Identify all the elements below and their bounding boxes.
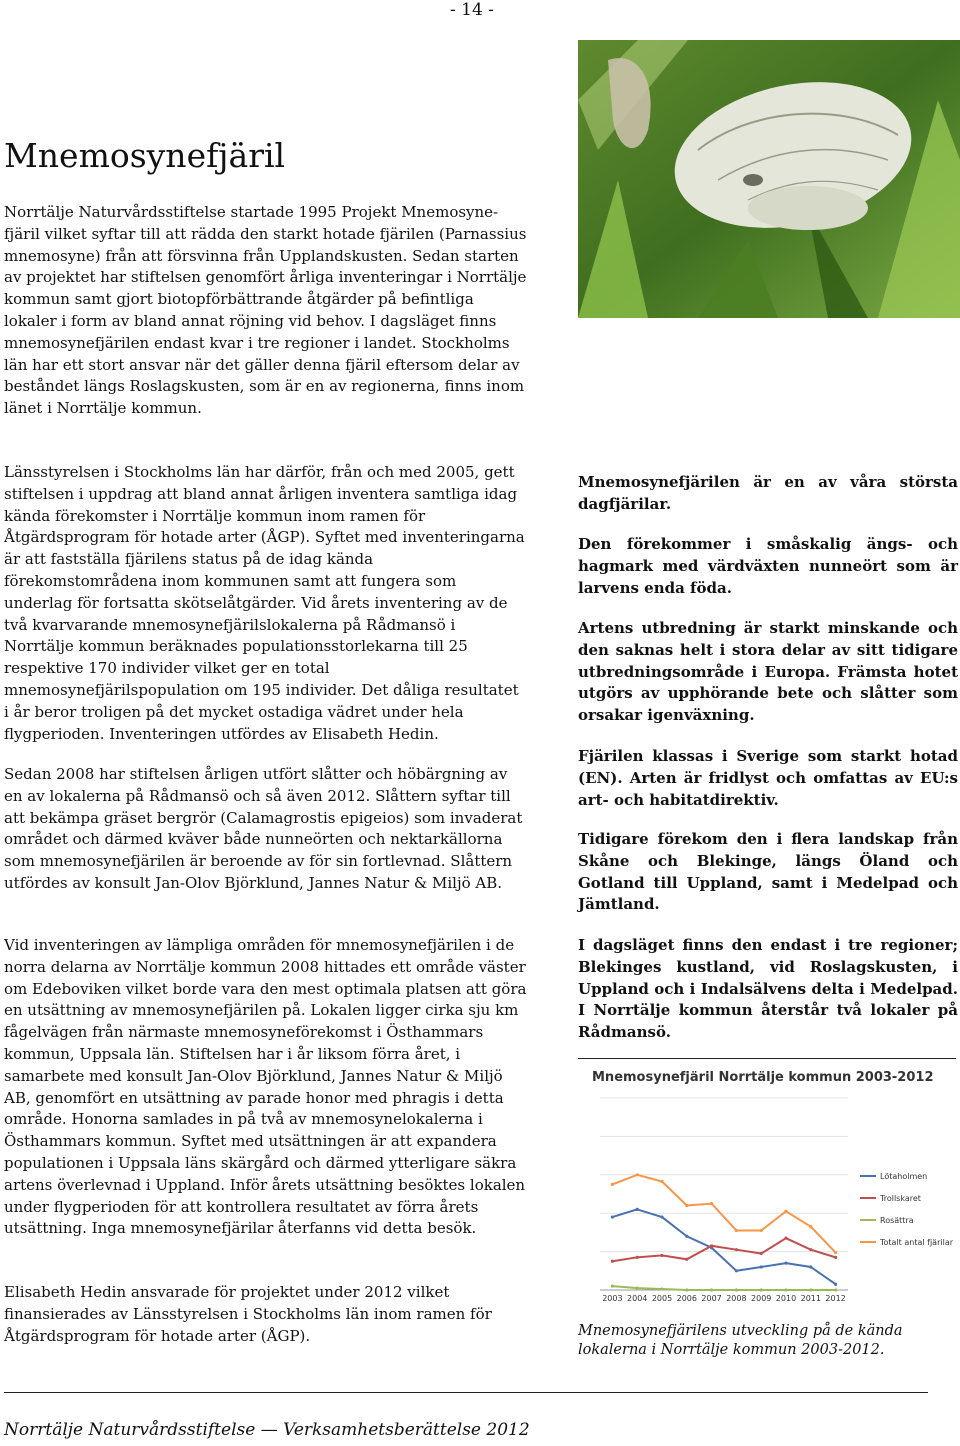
population-chart bbox=[578, 1068, 958, 1318]
chart-point bbox=[685, 1235, 688, 1238]
chart-point bbox=[784, 1262, 787, 1265]
chart-point bbox=[809, 1225, 812, 1228]
chart-point bbox=[784, 1288, 787, 1291]
body-paragraph-1: Norrtälje Naturvårdsstiftelse startade 1995 Projekt Mnemosyne-fjäril vilket syftar till att rädda den starkt hotade fjärilen (Parnassius mnemosyne) från att försvinna från Upplandskusten. Sedan starten av projektet har stiftelsen genomfört årliga inventeringar i Norrtälje kommun samt gjort biotopförbättrande åtgärder på befintliga lokaler i form av bland annat röjning vid behov. I dagsläget finns mnemosynefjärilen endast kvar i tre regioner i landet. Stockholms län har ett stort ansvar när det gäller denna fjäril eftersom delar av beståndet längs Roslagskusten, som är en av regionerna, finns inom länet i Norrtälje kommun. bbox=[4, 203, 527, 418]
chart-point bbox=[636, 1208, 639, 1211]
chart-point bbox=[784, 1237, 787, 1240]
chart-x-tick-label: 2012 bbox=[825, 1294, 846, 1303]
chart-point bbox=[710, 1288, 713, 1291]
body-paragraph-3: Sedan 2008 har stiftelsen årligen utfört slåtter och höbärgning av en av lokalerna på Rådmansö och så även 2012. Slåttern syftar till att bekämpa gräset bergrör (Calamagrostis epigeios) som invaderat området och därmed kväver både nunneörten och nektarkällorna som mnemosynefjärilen är beroende av för sin fortlevnad. Slåttern utfördes av konsult Jan-Olov Björklund, Jannes Natur & Miljö AB. bbox=[4, 765, 523, 892]
chart-point bbox=[660, 1254, 663, 1257]
chart-x-tick-label: 2008 bbox=[726, 1294, 747, 1303]
sidebar-fact-4 bbox=[578, 746, 958, 811]
chart-point bbox=[834, 1251, 837, 1254]
legend-label-0: Lötaholmen bbox=[880, 1172, 928, 1181]
chart-point bbox=[760, 1288, 763, 1291]
legend-label-1: Trollskaret bbox=[880, 1194, 921, 1203]
chart-point bbox=[611, 1183, 614, 1186]
chart-x-tick-label: 2006 bbox=[676, 1294, 697, 1303]
chart-point bbox=[760, 1265, 763, 1268]
chart-point bbox=[809, 1248, 812, 1251]
sidebar-divider bbox=[578, 1058, 956, 1059]
chart-point bbox=[636, 1286, 639, 1289]
body-paragraph-4: Vid inventeringen av lämpliga områden för mnemosynefjärilen i de norra delarna av Norrtälje kommun 2008 hittades ett område väster om Edeboviken vilket borde vara den mest optimala platsen att göra en utsättning av mnemosynefjärilen på. Lokalen ligger cirka sju km fågelvägen från närmaste mnemosyneförekomst i Östhammars kommun, Uppsala län. Stiftelsen har i år liksom förra året, i samarbete med konsult Jan-Olov Björklund, Jannes Natur & Miljö AB, genomfört en utsättning av parade honor med phragis i detta område. Honorna samlades in på två av mnemosynelokalerna i Östhammars kommun. Syftet med utsättningen är att expandera populationen i Uppsala läns skärgård och därmed ytterligare säkra artens överlevnad i Uppland. Inför årets utsättning besöktes lokalen under flygperioden för att kontrollera resultatet av förra årets utsättning. Inga mnemosynefjärilar återfanns vid detta besök. bbox=[4, 936, 527, 1238]
chart-point bbox=[710, 1244, 713, 1247]
sidebar-fact-1 bbox=[578, 472, 958, 516]
population-chart-svg bbox=[578, 1068, 958, 1318]
chart-point bbox=[660, 1215, 663, 1218]
chart-point bbox=[735, 1229, 738, 1232]
butterfly-photo bbox=[578, 40, 960, 318]
chart-x-tick-label: 2007 bbox=[701, 1294, 722, 1303]
legend-label-3: Totalt antal fjärilar bbox=[880, 1238, 954, 1247]
chart-point bbox=[809, 1265, 812, 1268]
chart-x-tick-label: 2004 bbox=[627, 1294, 648, 1303]
chart-title: Mnemosynefjäril Norrtälje kommun 2003-2012 bbox=[592, 1070, 934, 1085]
chart-point bbox=[760, 1229, 763, 1232]
page-title: Mnemosynefjäril bbox=[4, 136, 286, 175]
chart-point bbox=[809, 1288, 812, 1291]
chart-x-tick-label: 2009 bbox=[751, 1294, 772, 1303]
chart-point bbox=[685, 1204, 688, 1207]
chart-point bbox=[685, 1288, 688, 1291]
sidebar-fact-5 bbox=[578, 829, 958, 916]
chart-x-tick-label: 2011 bbox=[800, 1294, 821, 1303]
sidebar-fact-2 bbox=[578, 534, 958, 599]
chart-point bbox=[784, 1210, 787, 1213]
chart-point bbox=[834, 1256, 837, 1259]
chart-point bbox=[636, 1256, 639, 1259]
chart-point bbox=[660, 1287, 663, 1290]
footer-divider bbox=[4, 1392, 928, 1393]
chart-point bbox=[735, 1269, 738, 1272]
footer: Norrtälje Naturvårdsstiftelse — Verksamhetsberättelse 2012 bbox=[4, 1420, 530, 1440]
chart-point bbox=[760, 1252, 763, 1255]
sidebar-fact-1-text: Mnemosynefjärilen är en av våra största dagfjärilar. bbox=[578, 473, 958, 513]
chart-point bbox=[636, 1173, 639, 1176]
chart-point bbox=[834, 1283, 837, 1286]
chart-caption: Mnemosynefjärilens utveckling på de kända lokalerna i Norrtälje kommun 2003-2012. bbox=[578, 1323, 903, 1358]
chart-point bbox=[735, 1248, 738, 1251]
sidebar-fact-2-text: Den förekommer i småskalig ängs- och hagmark med värdväxten nunneört som är larvens enda föda. bbox=[578, 535, 958, 597]
chart-x-tick-label: 2005 bbox=[651, 1294, 673, 1303]
butterfly-photo-icon bbox=[578, 40, 960, 318]
chart-point bbox=[660, 1180, 663, 1183]
sidebar-fact-6 bbox=[578, 935, 958, 1044]
chart-point bbox=[611, 1285, 614, 1288]
chart-point bbox=[611, 1215, 614, 1218]
sidebar-fact-4-text: Fjärilen klassas i Sverige som starkt hotad (EN). Arten är fridlyst och omfattas av EU:s art- och habitatdirektiv. bbox=[578, 747, 958, 809]
chart-x-tick-label: 2003 bbox=[602, 1294, 623, 1303]
chart-point bbox=[735, 1288, 738, 1291]
sidebar-fact-3-text: Artens utbredning är starkt minskande och den saknas helt i stora delar av sitt tidigare utbredningsområde i Europa. Främsta hotet utgörs av upphörande bete och slåtter som orsakar igenväxning. bbox=[578, 619, 958, 725]
chart-point bbox=[834, 1288, 837, 1291]
legend-label-2: Rosättra bbox=[880, 1216, 914, 1225]
chart-point bbox=[685, 1258, 688, 1261]
body-paragraph-2: Länsstyrelsen i Stockholms län har därför, från och med 2005, gett stiftelsen i uppdrag att bland annat årligen inventera samtliga idag kända förekomster i Norrtälje kommun inom ramen för Åtgärdsprogram för hotade arter (ÅGP). Syftet med inventeringarna är att fastställa fjärilens status på de idag kända förekomstområdena inom kommunen samt att fungera som underlag för fortsatta skötselåtgärder. Vid årets inventering av de två kvarvarande mnemosynefjärilslokalerna på Rådmansö i Norrtälje kommun beräknades populationsstorlekarna till 25 respektive 170 individer vilket ger en total mnemosynefjärilspopulation om 195 individer. Det dåliga resultatet i år beror troligen på det mycket ostadiga vädret under hela flygperioden. Inventeringen utfördes av Elisabeth Hedin. bbox=[4, 463, 525, 743]
body-paragraph-5: Elisabeth Hedin ansvarade för projektet under 2012 vilket finansierades av Länsstyrelsen i Stockholms län inom ramen för Åtgärdsprogram för hotade arter (ÅGP). bbox=[4, 1283, 492, 1345]
sidebar-fact-6-text: I dagsläget finns den endast i tre regioner; Blekinges kustland, vid Roslagskusten, i Uppland och i Indalsälvens delta i Medelpad. I Norrtälje kommun återstår två lokaler på Rådmansö. bbox=[578, 936, 958, 1042]
chart-point bbox=[710, 1202, 713, 1205]
chart-x-tick-label: 2010 bbox=[775, 1294, 797, 1303]
sidebar-fact-5-text: Tidigare förekom den i flera landskap från Skåne och Blekinge, längs Öland och Gotland till Uppland, samt i Medelpad och Jämtland. bbox=[578, 830, 958, 914]
page-number: - 14 - bbox=[450, 0, 494, 20]
chart-point bbox=[611, 1260, 614, 1263]
sidebar-fact-3 bbox=[578, 618, 958, 727]
